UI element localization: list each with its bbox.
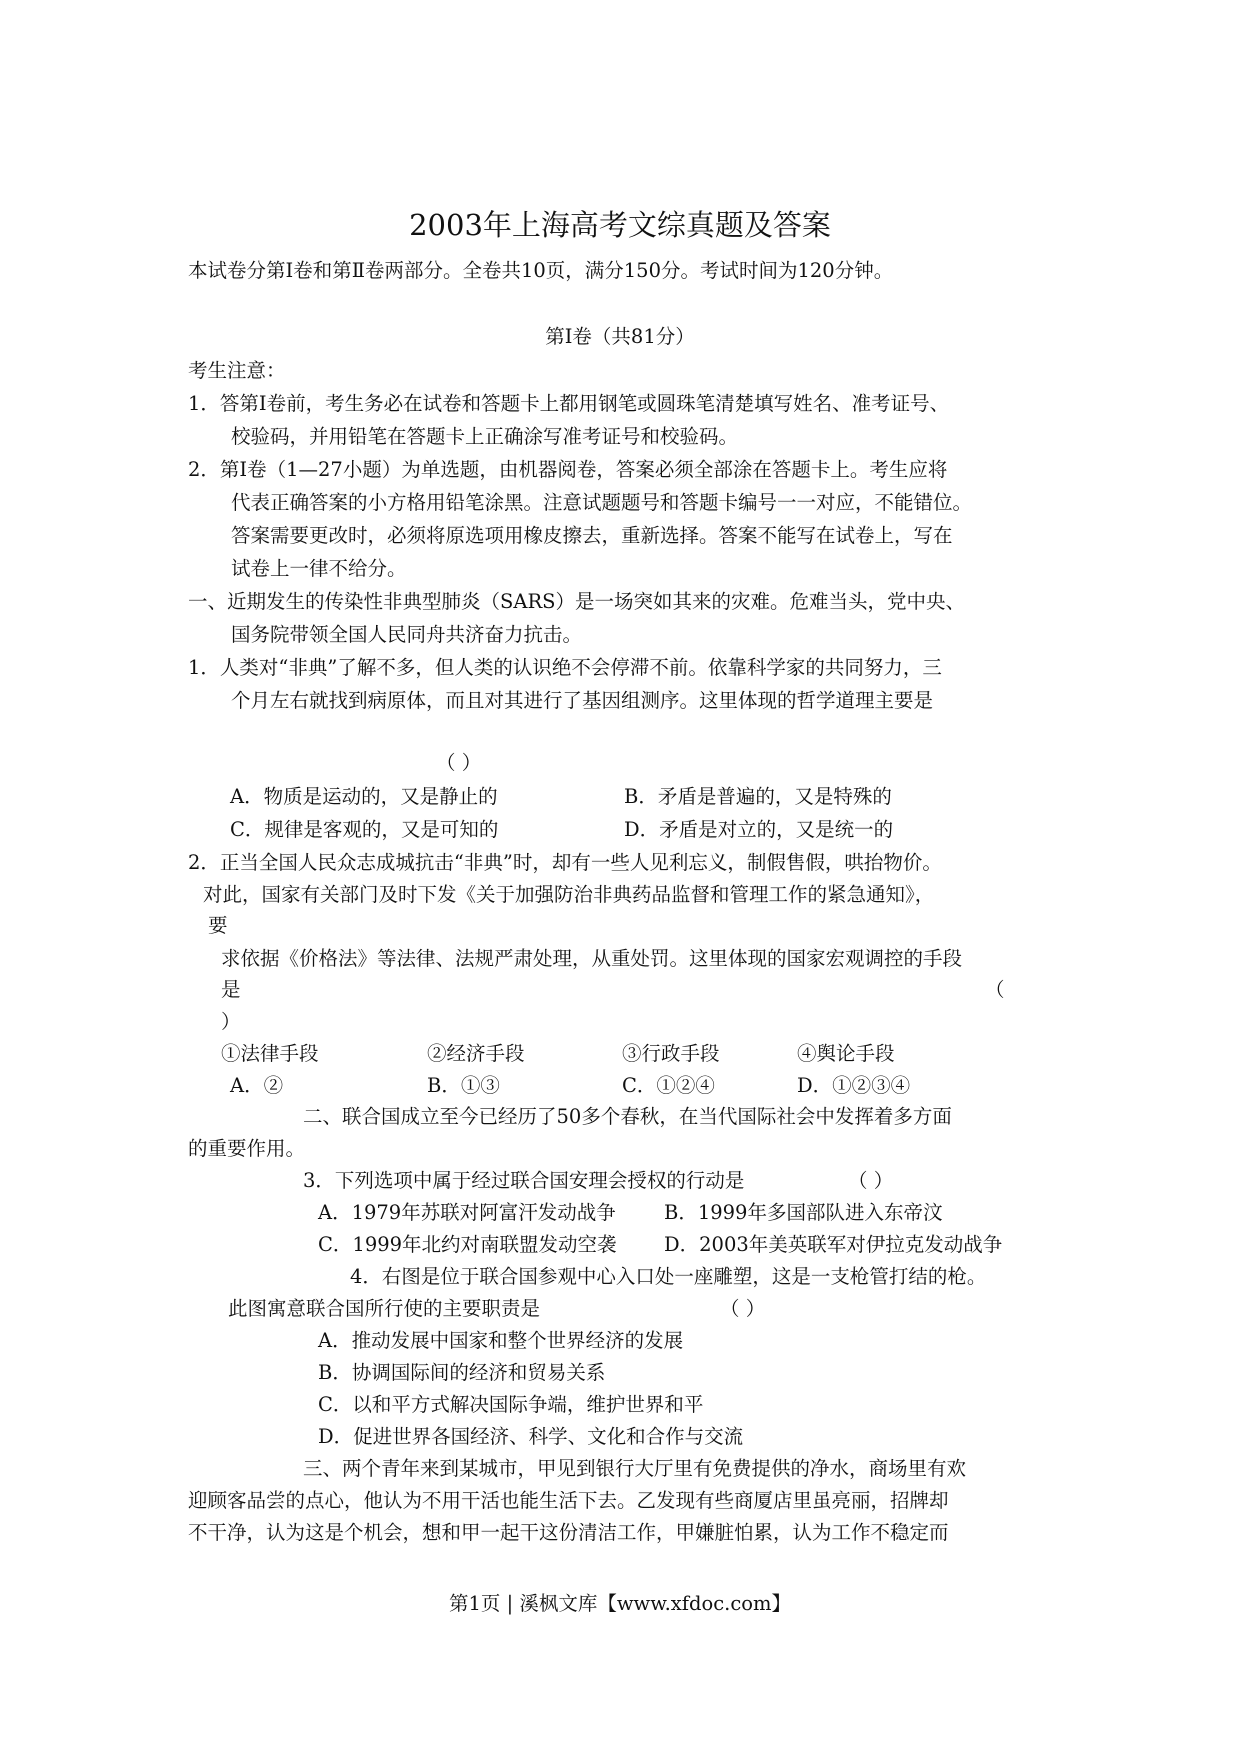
question-4-option-b: B．协调国际间的经济和贸易关系 bbox=[318, 1361, 606, 1384]
exam-intro: 本试卷分第Ⅰ卷和第Ⅱ卷两部分。全卷共10页，满分150分。考试时间为120分钟。 bbox=[188, 259, 894, 282]
question-2-answer-blank-close: ） bbox=[221, 1010, 241, 1033]
question-2-means-3: ③行政手段 bbox=[622, 1042, 720, 1065]
question-2-option-b: B．①③ bbox=[427, 1074, 500, 1097]
question-2-option-d: D．①②③④ bbox=[797, 1074, 911, 1097]
question-4-stem: 4．右图是位于联合国参观中心入口处一座雕塑，这是一支枪管打结的枪。 bbox=[350, 1265, 987, 1288]
question-1-option-b: B．矛盾是普遍的，又是特殊的 bbox=[624, 785, 892, 808]
question-1-answer-blank: （ ） bbox=[436, 751, 482, 774]
question-2-means-2: ②经济手段 bbox=[427, 1042, 525, 1065]
section-3-text-cont: 迎顾客品尝的点心，他认为不用干活也能生活下去。乙发现有些商厦店里虽亮丽，招牌却 bbox=[188, 1489, 949, 1512]
question-2-stem-cont: 是 bbox=[221, 978, 241, 1001]
section-1-text: 一、近期发生的传染性非典型肺炎（SARS）是一场突如其来的灾难。危难当头，党中央、 bbox=[188, 590, 965, 613]
notice-item-1: 1．答第Ⅰ卷前，考生务必在试卷和答题卡上都用钢笔或圆珠笔清楚填写姓名、准考证号、 bbox=[188, 392, 950, 415]
section-1-text-cont: 国务院带领全国人民同舟共济奋力抗击。 bbox=[231, 623, 583, 646]
section-3-text: 三、两个青年来到某城市，甲见到银行大厅里有免费提供的净水，商场里有欢 bbox=[303, 1457, 967, 1480]
section-3-text-cont: 不干净，认为这是个机会，想和甲一起干这份清洁工作，甲嫌脏怕累，认为工作不稳定而 bbox=[188, 1521, 949, 1544]
question-3-stem: 3．下列选项中属于经过联合国安理会授权的行动是 bbox=[303, 1169, 745, 1192]
question-3-answer-blank: （ ） bbox=[848, 1169, 894, 1192]
question-2-stem-cont: 求依据《价格法》等法律、法规严肃处理，从重处罚。这里体现的国家宏观调控的手段 bbox=[221, 947, 963, 970]
part1-heading: 第Ⅰ卷（共81分） bbox=[545, 325, 695, 348]
question-2-stem-cont: 对此，国家有关部门及时下发《关于加强防治非典药品监督和管理工作的紧急通知》， bbox=[203, 883, 935, 906]
question-3-option-c: C．1999年北约对南联盟发动空袭 bbox=[318, 1233, 617, 1256]
notice-item-2-cont: 代表正确答案的小方格用铅笔涂黑。注意试题题号和答题卡编号一一对应，不能错位。 bbox=[231, 491, 973, 514]
question-2-answer-blank-open: （ bbox=[985, 978, 1005, 1001]
question-2-stem-cont: 要 bbox=[208, 914, 228, 937]
section-2-text-cont: 的重要作用。 bbox=[188, 1137, 306, 1160]
question-4-option-a: A．推动发展中国家和整个世界经济的发展 bbox=[318, 1329, 684, 1352]
question-1-option-a: A．物质是运动的，又是静止的 bbox=[230, 785, 498, 808]
question-1-stem-cont: 个月左右就找到病原体，而且对其进行了基因组测序。这里体现的哲学道理主要是 bbox=[231, 689, 934, 712]
notice-item-2-cont: 答案需要更改时，必须将原选项用橡皮擦去，重新选择。答案不能写在试卷上，写在 bbox=[231, 524, 953, 547]
question-1-option-c: C．规律是客观的，又是可知的 bbox=[230, 818, 499, 841]
question-1-option-d: D．矛盾是对立的，又是统一的 bbox=[624, 818, 894, 841]
question-1-stem: 1．人类对“非典”了解不多，但人类的认识绝不会停滞不前。依靠科学家的共同努力，三 bbox=[188, 656, 942, 679]
question-2-means-1: ①法律手段 bbox=[221, 1042, 319, 1065]
question-4-answer-blank: （ ） bbox=[720, 1297, 766, 1320]
section-2-text: 二、联合国成立至今已经历了50多个春秋，在当代国际社会中发挥着多方面 bbox=[303, 1105, 952, 1128]
question-2-means-4: ④舆论手段 bbox=[797, 1042, 895, 1065]
notice-item-2-cont: 试卷上一律不给分。 bbox=[231, 557, 407, 580]
question-3-option-b: B．1999年多国部队进入东帝汶 bbox=[664, 1201, 943, 1224]
question-2-option-c: C．①②④ bbox=[622, 1074, 715, 1097]
notice-item-2: 2．第Ⅰ卷（1—27小题）为单选题，由机器阅卷，答案必须全部涂在答题卡上。考生应将 bbox=[188, 458, 948, 481]
question-3-option-d: D．2003年美英联军对伊拉克发动战争 bbox=[664, 1233, 1003, 1256]
question-2-option-a: A．② bbox=[230, 1074, 284, 1097]
question-4-stem-cont: 此图寓意联合国所行使的主要职责是 bbox=[228, 1297, 541, 1320]
notice-heading: 考生注意： bbox=[188, 359, 286, 382]
page-title: 2003年上海高考文综真题及答案 bbox=[409, 208, 831, 242]
question-2-stem: 2．正当全国人民众志成城抗击“非典”时，却有一些人见利忘义，制假售假，哄抬物价。 bbox=[188, 851, 942, 874]
page-footer: 第1页 | 溪枫文库【www.xfdoc.com】 bbox=[448, 1592, 792, 1615]
question-4-option-d: D．促进世界各国经济、科学、文化和合作与交流 bbox=[318, 1425, 744, 1448]
question-3-option-a: A．1979年苏联对阿富汗发动战争 bbox=[318, 1201, 616, 1224]
notice-item-1-cont: 校验码，并用铅笔在答题卡上正确涂写准考证号和校验码。 bbox=[231, 425, 739, 448]
question-4-option-c: C．以和平方式解决国际争端，维护世界和平 bbox=[318, 1393, 704, 1416]
